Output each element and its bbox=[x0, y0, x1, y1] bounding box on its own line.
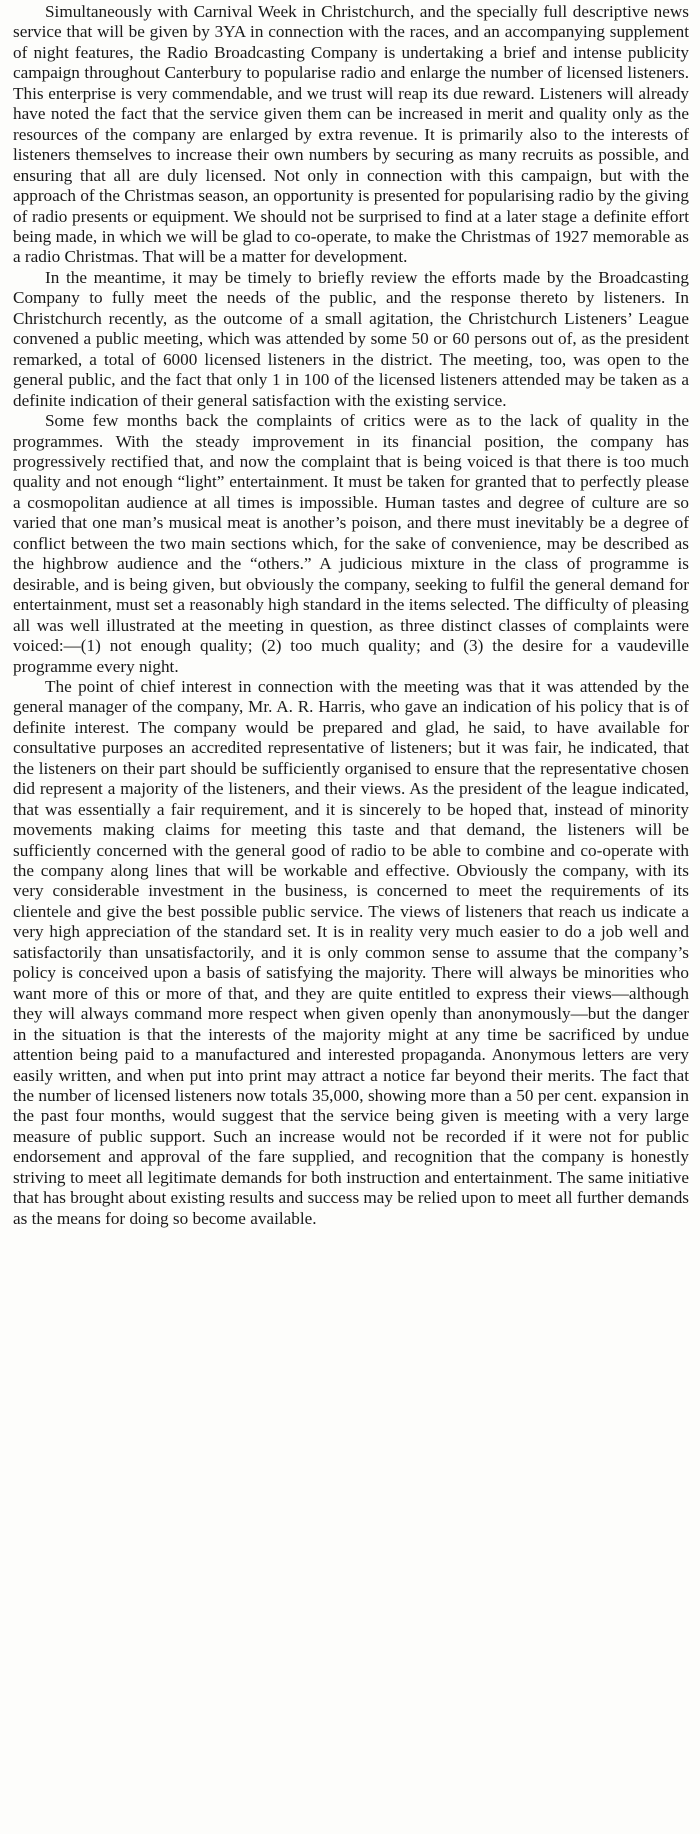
article-paragraph-1: Simultaneously with Carnival Week in Christchurch, and the specially full descriptive news service that will be given by 3YA in connection with the races, and an accompanying supplement of night features, the Radio Broadcasting Company is undertaking a brief and intense publicity campaign throughout Canterbury to popularise radio and enlarge the number of licensed listeners. This enterprise is very commendable, and we trust will reap its due reward. Listeners will already have noted the fact that the service given them can be increased in merit and quality only as the resources of the company are enlarged by extra revenue. It is primarily also to the interests of listeners themselves to increase their own numbers by securing as many recruits as possible, and ensuring that all are duly licensed. Not only in connection with this campaign, but with the approach of the Christmas season, an opportunity is presented for popularising radio by the giving of radio presents or equipment. We should not be surprised to find at a later stage a definite effort being made, in which we will be glad to co-operate, to make the Christmas of 1927 memorable as a radio Christmas. That will be a matter for development. bbox=[13, 2, 689, 267]
article-paragraph-3: Some few months back the complaints of critics were as to the lack of quality in the programmes. With the steady improvement in its financial position, the company has progressively rectified that, and now the complaint that is being voiced is that there is too much quality and not enough “light” entertainment. It must be taken for granted that to perfectly please a cosmopolitan audience at all times is impossible. Human tastes and degree of culture are so varied that one man’s musical meat is another’s poison, and there must inevitably be a degree of conflict between the two main sections which, for the sake of convenience, may be described as the highbrow audience and the “others.” A judicious mixture in the class of programme is desirable, and is being given, but obviously the company, seeking to fulfil the general demand for entertainment, must set a reasonably high standard in the items selected. The difficulty of pleasing all was well illustrated at the meeting in question, as three distinct classes of complaints were voiced:—(1) not enough quality; (2) too much quality; and (3) the desire for a vaudeville programme every night. bbox=[13, 411, 689, 676]
article-column bbox=[13, 2, 689, 1229]
article-paragraph-2: In the meantime, it may be timely to briefly review the efforts made by the Broadcasting Company to fully meet the needs of the public, and the response thereto by listeners. In Christchurch recently, as the outcome of a small agitation, the Christchurch Listeners’ League convened a public meeting, which was attended by some 50 or 60 persons out of, as the president remarked, a total of 6000 licensed listeners in the district. The meeting, too, was open to the general public, and the fact that only 1 in 100 of the licensed listeners attended may be taken as a definite indication of their general satisfaction with the existing service. bbox=[13, 267, 689, 410]
article-paragraph-4: The point of chief interest in connection with the meeting was that it was attended by the general manager of the company, Mr. A. R. Harris, who gave an indication of his policy that is of definite interest. The company would be prepared and glad, he said, to have available for consultative purposes an accredited representative of listeners; but it was fair, he indicated, that the listeners on their part should be sufficiently organised to ensure that the representative chosen did represent a majority of the listeners, and their views. As the president of the league indicated, that was essentially a fair requirement, and it is sincerely to be hoped that, instead of minority movements making claims for meeting this taste and that demand, the listeners will be sufficiently concerned with the general good of radio to be able to combine and co-operate with the company along lines that will be workable and effective. Obviously the company, with its very considerable investment in the business, is concerned to meet the requirements of its clientele and give the best possible public service. The views of listeners that reach us indicate a very high appreciation of the standard set. It is in reality very much easier to do a job well and satisfactorily than unsatisfactorily, and it is only common sense to assume that the company’s policy is conceived upon a basis of satisfying the majority. There will always be minorities who want more of this or more of that, and they are quite entitled to express their views—although they will always command more respect when given openly than anonymously—but the danger in the situation is that the interests of the majority might at any time be sacrificed by undue attention being paid to a manufactured and interested propaganda. Anonymous letters are very easily written, and when put into print may attract a notice far beyond their merits. The fact that the number of licensed listeners now totals 35,000, showing more than a 50 per cent. expansion in the past four months, would suggest that the service being given is meeting with a very large measure of public support. Such an increase would not be recorded if it were not for public endorsement and approval of the fare supplied, and recognition that the company is honestly striving to meet all legitimate demands for both instruction and entertainment. The same initiative that has brought about existing results and success may be relied upon to meet all further demands as the means for doing so become available. bbox=[13, 676, 689, 1228]
